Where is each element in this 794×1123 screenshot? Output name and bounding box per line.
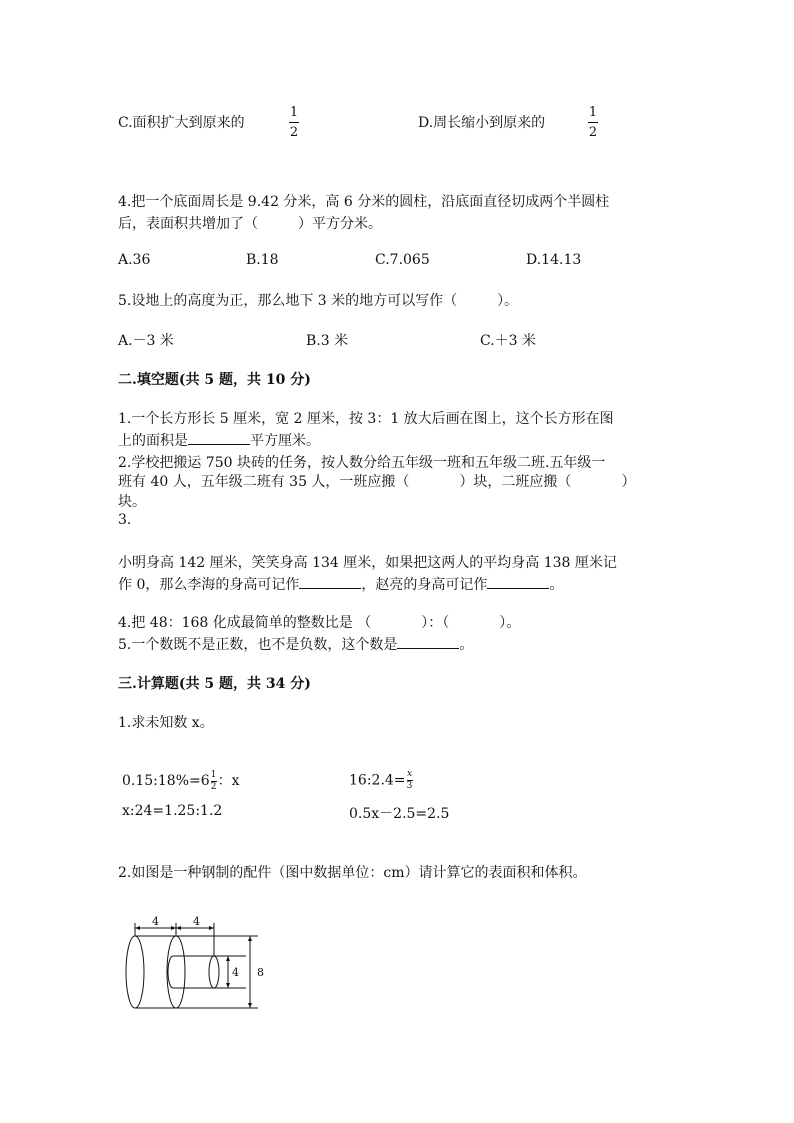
s3-q2-title: 2.如图是一种钢制的配件（图中数据单位：cm）请计算它的表面积和体积。 xyxy=(118,865,587,881)
section2-title: 二.填空题(共 5 题，共 10 分) xyxy=(118,372,311,388)
arrow-head xyxy=(176,926,181,930)
equation-1 xyxy=(122,770,240,792)
answer-blank[interactable] xyxy=(188,430,250,445)
s2-q4-text-b: ）：（ xyxy=(421,615,450,631)
s2-q2-line3: 块。 xyxy=(118,494,146,510)
fraction-denominator: 2 xyxy=(210,781,217,792)
small-cylinder-right-face xyxy=(209,956,219,988)
dimension-label-small: 4 xyxy=(232,966,239,979)
arrow-head xyxy=(248,1003,252,1008)
q4-text-line2 xyxy=(118,213,382,233)
s2-q3-number: 3. xyxy=(118,512,132,528)
s2-q5 xyxy=(118,634,473,654)
s2-q2-line1: 2.学校把搬运 750 块砖的任务，按人数分给五年级一班和五年级二班.五年级一 xyxy=(118,455,606,471)
q5-text-a: 5.设地上的高度为正，那么地下 3 米的地方可以写作（ xyxy=(118,293,458,309)
s2-q2-line2 xyxy=(118,471,635,491)
q4-text-line1: 4.把一个底面周长是 9.42 分米，高 6 分米的圆柱，沿底面直径切成两个半圆柱 xyxy=(118,194,610,210)
s2-q1-line1: 1.一个长方形长 5 厘米，宽 2 厘米，按 3：1 放大后画在图上，这个长方形在图 xyxy=(118,411,614,427)
q3-option-c-fraction xyxy=(289,106,299,139)
q3-option-c: C.面积扩大到原来的 xyxy=(118,115,245,131)
section3-title: 三.计算题(共 5 题，共 34 分) xyxy=(118,676,311,692)
s2-q5-text-b: 。 xyxy=(459,637,474,653)
equation-4: 0.5x－2.5=2.5 xyxy=(349,806,450,822)
arrow-head xyxy=(248,936,252,941)
q5-option-c: C.＋3 米 xyxy=(480,333,537,349)
arrow-head xyxy=(226,956,230,961)
s2-q1-text-a: 上的面积是 xyxy=(118,433,188,449)
equation-3: x:24=1.25:1.2 xyxy=(122,803,223,819)
q5-option-b: B.3 米 xyxy=(306,333,349,349)
arrow-head xyxy=(135,926,140,930)
s2-q2-text-c: ） xyxy=(621,474,636,490)
s2-q1-line2 xyxy=(118,430,320,450)
equation-2-text-a: 16:2.4= xyxy=(349,772,406,789)
s2-q4 xyxy=(118,612,520,632)
equation-2-fraction xyxy=(407,770,413,791)
q5-option-a: A.－3 米 xyxy=(118,333,174,349)
dimension-label-right: 4 xyxy=(193,915,200,928)
arrow-head xyxy=(171,926,176,930)
large-cylinder-left-end xyxy=(126,936,144,1008)
s2-q4-text-c: ）。 xyxy=(499,615,521,631)
dimension-label-left: 4 xyxy=(152,915,159,928)
q3-option-d-fraction xyxy=(588,106,598,139)
q3-option-d: D.周长缩小到原来的 xyxy=(418,115,546,131)
fraction-numerator: 1 xyxy=(289,105,299,120)
answer-blank[interactable] xyxy=(487,574,549,589)
equation-1-text-a: 0.15:18%=6 xyxy=(122,773,210,789)
s3-q1-title: 1.求未知数 x。 xyxy=(118,715,214,731)
s2-q2-text-b: ）块，二班应搬（ xyxy=(459,474,572,490)
s2-q1-text-b: 平方厘米。 xyxy=(250,433,320,449)
s2-q3-text-c: 。 xyxy=(549,577,564,593)
s2-q3-line1: 小明身高 142 厘米，笑笑身高 134 厘米，如果把这两人的平均身高 138 厘米记 xyxy=(118,555,617,571)
s2-q4-text-a: 4.把 48：168 化成最简单的整数比是 （ xyxy=(118,615,372,631)
q4-option-a: A.36 xyxy=(118,252,151,268)
s2-q5-text-a: 5.一个数既不是正数，也不是负数，这个数是 xyxy=(118,637,398,653)
q4-option-c: C.7.065 xyxy=(375,252,430,268)
equation-2 xyxy=(349,770,414,791)
s2-q2-text-a: 班有 40 人，五年级二班有 35 人，一班应搬（ xyxy=(118,474,410,490)
answer-blank[interactable] xyxy=(299,574,361,589)
fraction-bar xyxy=(289,122,299,123)
fraction-denominator: 2 xyxy=(588,125,598,140)
fraction-denominator: 3 xyxy=(406,781,413,791)
dimension-label-large: 8 xyxy=(257,966,264,979)
steel-part-figure xyxy=(118,910,278,1015)
arrow-head xyxy=(209,926,214,930)
s2-q3-text-a: 作 0，那么李海的身高可记作 xyxy=(118,577,300,593)
fraction-numerator: 1 xyxy=(588,105,598,120)
fraction-numerator: 1 xyxy=(210,769,217,780)
q5-text-b: ）。 xyxy=(497,293,519,309)
q4-option-d: D.14.13 xyxy=(526,252,582,268)
equation-1-text-b: ：x xyxy=(217,773,240,789)
fraction-denominator: 2 xyxy=(289,125,299,140)
s2-q3-text-b: ，赵亮的身高可记作 xyxy=(361,577,488,593)
arrow-head xyxy=(226,983,230,988)
fraction-bar xyxy=(588,122,598,123)
large-cylinder-right-face xyxy=(167,936,185,1008)
q4-option-b: B.18 xyxy=(246,252,279,268)
q4-text-a: 后，表面积共增加了（ xyxy=(118,216,258,232)
q5-text xyxy=(118,290,518,310)
answer-blank[interactable] xyxy=(397,634,459,649)
q4-text-b: ）平方分米。 xyxy=(298,216,382,232)
fraction-numerator: x xyxy=(406,769,413,779)
s2-q3-line2 xyxy=(118,574,563,594)
equation-1-fraction xyxy=(211,771,217,792)
